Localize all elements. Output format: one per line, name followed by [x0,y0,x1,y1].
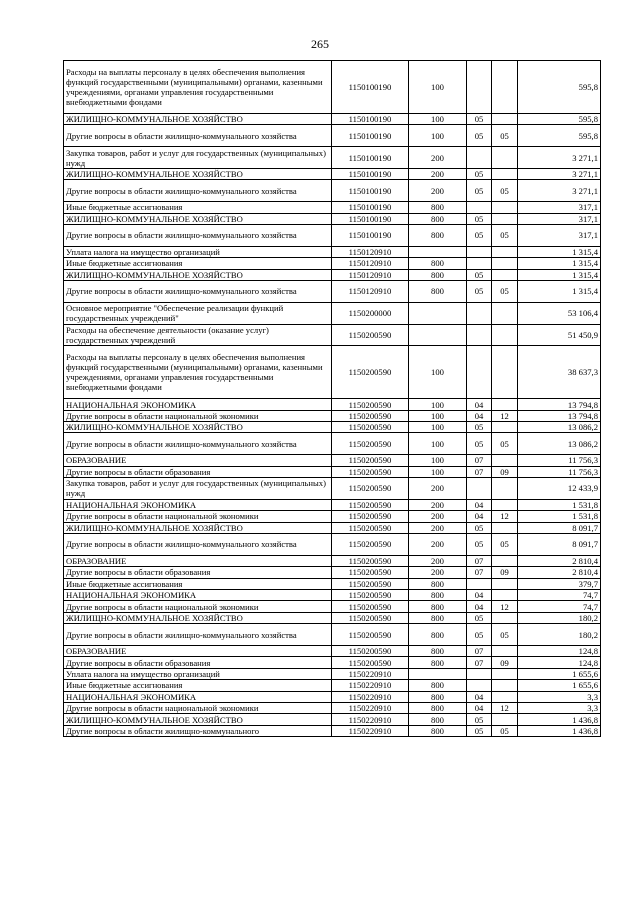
expense-type-cell: 200 [409,499,467,510]
table-row [64,125,601,147]
row-name-cell: Другие вопросы в области жилищно-коммунального хозяйства [64,224,332,246]
row-name-cell: Иные бюджетные ассигнования [64,258,332,269]
amount-cell: 317,1 [518,224,601,246]
amount-cell: 13 086,2 [518,433,601,455]
row-name-cell: Уплата налога на имущество организаций [64,246,332,257]
target-article-cell: 1150120910 [332,280,409,302]
subsection-cell: 12 [492,702,518,713]
row-name-cell: Иные бюджетные ассигнования [64,202,332,213]
row-name-cell: НАЦИОНАЛЬНАЯ ЭКОНОМИКА [64,590,332,601]
amount-cell: 3 271,1 [518,168,601,179]
expense-type-cell: 100 [409,455,467,466]
target-article-cell: 1150220910 [332,702,409,713]
subsection-cell [492,478,518,500]
target-article-cell: 1150200590 [332,567,409,578]
row-name-cell: Другие вопросы в области жилищно-коммунального хозяйства [64,624,332,646]
table-body [64,61,601,737]
section-cell [467,147,492,169]
subsection-cell [492,668,518,679]
subsection-cell [492,147,518,169]
row-name-cell: НАЦИОНАЛЬНАЯ ЭКОНОМИКА [64,499,332,510]
expense-type-cell: 800 [409,612,467,623]
target-article-cell: 1150120910 [332,269,409,280]
expense-type-cell: 200 [409,534,467,556]
table-row [64,691,601,702]
row-name-cell: НАЦИОНАЛЬНАЯ ЭКОНОМИКА [64,691,332,702]
section-cell: 07 [467,645,492,656]
table-row [64,202,601,213]
expense-type-cell: 100 [409,410,467,421]
row-name-cell: Другие вопросы в области национальной экономики [64,410,332,421]
target-article-cell: 1150220910 [332,714,409,725]
amount-cell: 1 436,8 [518,725,601,736]
row-name-cell: Уплата налога на имущество организаций [64,668,332,679]
table-row [64,668,601,679]
target-article-cell: 1150200590 [332,499,409,510]
amount-cell: 595,8 [518,125,601,147]
table-row [64,590,601,601]
expense-type-cell: 800 [409,624,467,646]
amount-cell: 379,7 [518,578,601,589]
table-row [64,399,601,410]
row-name-cell: Расходы на выплаты персоналу в целях обеспечения выполнения функций государственными (муниципальными) органами, казенными учреждениями, органами управления государственными внебюджетными фондами [64,346,332,399]
expense-type-cell [409,668,467,679]
target-article-cell: 1150100190 [332,213,409,224]
subsection-cell: 09 [492,466,518,477]
expense-type-cell: 800 [409,224,467,246]
expense-type-cell: 800 [409,590,467,601]
expense-type-cell: 800 [409,578,467,589]
target-article-cell: 1150100190 [332,125,409,147]
section-cell: 07 [467,657,492,668]
subsection-cell [492,422,518,433]
table-row [64,346,601,399]
table-row [64,466,601,477]
target-article-cell: 1150200590 [332,455,409,466]
target-article-cell: 1150200590 [332,534,409,556]
subsection-cell [492,680,518,691]
target-article-cell: 1150200590 [332,511,409,522]
amount-cell: 74,7 [518,590,601,601]
table-row [64,725,601,736]
expense-type-cell: 100 [409,399,467,410]
amount-cell: 13 794,8 [518,399,601,410]
amount-cell: 2 810,4 [518,567,601,578]
table-row [64,714,601,725]
amount-cell: 317,1 [518,202,601,213]
target-article-cell: 1150220910 [332,691,409,702]
subsection-cell [492,324,518,346]
table-row [64,433,601,455]
subsection-cell [492,114,518,125]
row-name-cell: Другие вопросы в области жилищно-коммунального хозяйства [64,125,332,147]
subsection-cell [492,590,518,601]
target-article-cell: 1150220910 [332,725,409,736]
expense-type-cell: 100 [409,422,467,433]
expense-type-cell: 200 [409,511,467,522]
row-name-cell: Другие вопросы в области жилищно-коммунального хозяйства [64,534,332,556]
row-name-cell: ЖИЛИЩНО-КОММУНАЛЬНОЕ ХОЗЯЙСТВО [64,114,332,125]
table-row [64,410,601,421]
table-row [64,478,601,500]
subsection-cell [492,346,518,399]
target-article-cell: 1150100190 [332,180,409,202]
expense-type-cell: 800 [409,202,467,213]
amount-cell: 3 271,1 [518,147,601,169]
target-article-cell: 1150100190 [332,114,409,125]
subsection-cell [492,645,518,656]
row-name-cell: ЖИЛИЩНО-КОММУНАЛЬНОЕ ХОЗЯЙСТВО [64,269,332,280]
section-cell [467,578,492,589]
expense-type-cell: 100 [409,114,467,125]
target-article-cell: 1150200590 [332,601,409,612]
amount-cell: 1 531,8 [518,499,601,510]
table-row [64,702,601,713]
row-name-cell: Другие вопросы в области образования [64,466,332,477]
section-cell: 05 [467,725,492,736]
table-row [64,534,601,556]
amount-cell: 8 091,7 [518,522,601,533]
subsection-cell: 12 [492,410,518,421]
section-cell: 05 [467,624,492,646]
expense-type-cell: 100 [409,61,467,114]
expense-type-cell: 800 [409,702,467,713]
section-cell [467,302,492,324]
expense-type-cell: 200 [409,555,467,566]
section-cell: 05 [467,534,492,556]
subsection-cell: 12 [492,511,518,522]
expense-type-cell: 800 [409,269,467,280]
expense-type-cell: 800 [409,213,467,224]
section-cell: 04 [467,601,492,612]
target-article-cell: 1150200590 [332,578,409,589]
target-article-cell: 1150200590 [332,433,409,455]
row-name-cell: Другие вопросы в области национальной экономики [64,601,332,612]
section-cell: 05 [467,224,492,246]
amount-cell: 3 271,1 [518,180,601,202]
table-row [64,555,601,566]
row-name-cell: Другие вопросы в области жилищно-коммунального хозяйства [64,280,332,302]
subsection-cell [492,691,518,702]
subsection-cell: 05 [492,180,518,202]
row-name-cell: Расходы на обеспечение деятельности (оказание услуг) государственных учреждений [64,324,332,346]
table-row [64,499,601,510]
target-article-cell: 1150100190 [332,202,409,213]
section-cell: 07 [467,455,492,466]
subsection-cell [492,612,518,623]
amount-cell: 1 315,4 [518,269,601,280]
subsection-cell: 05 [492,624,518,646]
budget-table [63,60,601,737]
row-name-cell: ЖИЛИЩНО-КОММУНАЛЬНОЕ ХОЗЯЙСТВО [64,714,332,725]
row-name-cell: Основное мероприятие "Обеспечение реализации функций государственных учреждений" [64,302,332,324]
subsection-cell: 05 [492,224,518,246]
subsection-cell [492,269,518,280]
expense-type-cell: 800 [409,725,467,736]
subsection-cell [492,455,518,466]
target-article-cell: 1150200590 [332,466,409,477]
table-row [64,522,601,533]
row-name-cell: Другие вопросы в области национальной экономики [64,702,332,713]
subsection-cell [492,499,518,510]
amount-cell: 3,3 [518,691,601,702]
section-cell: 05 [467,422,492,433]
row-name-cell: Другие вопросы в области жилищно-коммунального [64,725,332,736]
amount-cell: 11 756,3 [518,455,601,466]
target-article-cell: 1150100190 [332,168,409,179]
row-name-cell: ОБРАЗОВАНИЕ [64,455,332,466]
table-row [64,578,601,589]
subsection-cell: 09 [492,657,518,668]
section-cell: 05 [467,125,492,147]
section-cell: 04 [467,410,492,421]
amount-cell: 38 637,3 [518,346,601,399]
subsection-cell [492,61,518,114]
row-name-cell: ЖИЛИЩНО-КОММУНАЛЬНОЕ ХОЗЯЙСТВО [64,422,332,433]
section-cell [467,61,492,114]
amount-cell: 1 655,6 [518,680,601,691]
table-row [64,612,601,623]
section-cell: 07 [467,466,492,477]
row-name-cell: Закупка товаров, работ и услуг для государственных (муниципальных) нужд [64,147,332,169]
expense-type-cell: 200 [409,180,467,202]
section-cell: 07 [467,567,492,578]
row-name-cell: Другие вопросы в области жилищно-коммунального хозяйства [64,180,332,202]
expense-type-cell: 800 [409,645,467,656]
amount-cell: 180,2 [518,612,601,623]
expense-type-cell: 100 [409,433,467,455]
row-name-cell: Закупка товаров, работ и услуг для государственных (муниципальных) нужд [64,478,332,500]
subsection-cell: 05 [492,280,518,302]
target-article-cell: 1150200590 [332,522,409,533]
row-name-cell: Другие вопросы в области национальной экономики [64,511,332,522]
section-cell: 05 [467,612,492,623]
table-row [64,455,601,466]
section-cell [467,668,492,679]
expense-type-cell: 800 [409,601,467,612]
amount-cell: 317,1 [518,213,601,224]
section-cell: 05 [467,280,492,302]
amount-cell: 51 450,9 [518,324,601,346]
table-row [64,422,601,433]
row-name-cell: ЖИЛИЩНО-КОММУНАЛЬНОЕ ХОЗЯЙСТВО [64,213,332,224]
amount-cell: 1 315,4 [518,258,601,269]
expense-type-cell [409,246,467,257]
section-cell: 05 [467,522,492,533]
amount-cell: 13 086,2 [518,422,601,433]
subsection-cell [492,399,518,410]
row-name-cell: Иные бюджетные ассигнования [64,680,332,691]
section-cell [467,680,492,691]
table-row [64,224,601,246]
table-row [64,624,601,646]
subsection-cell [492,578,518,589]
section-cell: 05 [467,714,492,725]
target-article-cell: 1150200590 [332,324,409,346]
amount-cell: 3,3 [518,702,601,713]
table-row [64,168,601,179]
table-row [64,61,601,114]
subsection-cell [492,246,518,257]
target-article-cell: 1150220910 [332,680,409,691]
amount-cell: 74,7 [518,601,601,612]
target-article-cell: 1150100190 [332,147,409,169]
table-row [64,511,601,522]
section-cell: 04 [467,702,492,713]
row-name-cell: ЖИЛИЩНО-КОММУНАЛЬНОЕ ХОЗЯЙСТВО [64,168,332,179]
amount-cell: 53 106,4 [518,302,601,324]
table-row [64,324,601,346]
row-name-cell: ЖИЛИЩНО-КОММУНАЛЬНОЕ ХОЗЯЙСТВО [64,612,332,623]
expense-type-cell: 800 [409,680,467,691]
expense-type-cell [409,302,467,324]
amount-cell: 12 433,9 [518,478,601,500]
subsection-cell [492,258,518,269]
amount-cell: 595,8 [518,61,601,114]
row-name-cell: Другие вопросы в области образования [64,657,332,668]
expense-type-cell: 200 [409,147,467,169]
section-cell: 07 [467,555,492,566]
amount-cell: 180,2 [518,624,601,646]
target-article-cell: 1150100190 [332,61,409,114]
target-article-cell: 1150120910 [332,258,409,269]
target-article-cell: 1150200590 [332,657,409,668]
target-article-cell: 1150220910 [332,668,409,679]
expense-type-cell: 200 [409,567,467,578]
subsection-cell: 05 [492,433,518,455]
target-article-cell: 1150200590 [332,478,409,500]
target-article-cell: 1150200000 [332,302,409,324]
target-article-cell: 1150200590 [332,399,409,410]
row-name-cell: Другие вопросы в области жилищно-коммунального хозяйства [64,433,332,455]
amount-cell: 124,8 [518,657,601,668]
table-row [64,258,601,269]
target-article-cell: 1150200590 [332,612,409,623]
subsection-cell [492,213,518,224]
table-row [64,657,601,668]
subsection-cell [492,555,518,566]
expense-type-cell [409,324,467,346]
expense-type-cell: 200 [409,478,467,500]
section-cell: 04 [467,499,492,510]
subsection-cell: 09 [492,567,518,578]
table-row [64,302,601,324]
section-cell [467,324,492,346]
target-article-cell: 1150200590 [332,555,409,566]
expense-type-cell: 800 [409,657,467,668]
section-cell [467,202,492,213]
row-name-cell: ОБРАЗОВАНИЕ [64,645,332,656]
section-cell [467,346,492,399]
section-cell: 04 [467,691,492,702]
section-cell [467,478,492,500]
section-cell: 04 [467,590,492,601]
table-row [64,645,601,656]
target-article-cell: 1150100190 [332,224,409,246]
subsection-cell [492,714,518,725]
section-cell: 05 [467,269,492,280]
section-cell: 05 [467,213,492,224]
target-article-cell: 1150200590 [332,624,409,646]
target-article-cell: 1150200590 [332,422,409,433]
target-article-cell: 1150200590 [332,645,409,656]
section-cell [467,246,492,257]
section-cell: 05 [467,114,492,125]
subsection-cell: 12 [492,601,518,612]
target-article-cell: 1150200590 [332,410,409,421]
expense-type-cell: 800 [409,691,467,702]
table-row [64,601,601,612]
subsection-cell [492,202,518,213]
section-cell: 04 [467,511,492,522]
expense-type-cell: 100 [409,125,467,147]
expense-type-cell: 800 [409,258,467,269]
row-name-cell: Другие вопросы в области образования [64,567,332,578]
section-cell: 05 [467,180,492,202]
amount-cell: 2 810,4 [518,555,601,566]
table-row [64,280,601,302]
row-name-cell: ОБРАЗОВАНИЕ [64,555,332,566]
table-row [64,567,601,578]
section-cell: 04 [467,399,492,410]
target-article-cell: 1150200590 [332,346,409,399]
table-row [64,180,601,202]
subsection-cell [492,302,518,324]
expense-type-cell: 100 [409,466,467,477]
section-cell [467,258,492,269]
target-article-cell: 1150120910 [332,246,409,257]
expense-type-cell: 800 [409,714,467,725]
subsection-cell: 05 [492,725,518,736]
expense-type-cell: 200 [409,168,467,179]
section-cell: 05 [467,433,492,455]
table-row [64,147,601,169]
subsection-cell [492,522,518,533]
amount-cell: 13 794,8 [518,410,601,421]
subsection-cell [492,168,518,179]
expense-type-cell: 200 [409,522,467,533]
subsection-cell: 05 [492,125,518,147]
page-number: 265 [311,37,329,51]
amount-cell: 1 531,8 [518,511,601,522]
target-article-cell: 1150200590 [332,590,409,601]
amount-cell: 1 315,4 [518,246,601,257]
table-row [64,269,601,280]
amount-cell: 1 315,4 [518,280,601,302]
table-row [64,246,601,257]
expense-type-cell: 800 [409,280,467,302]
amount-cell: 1 436,8 [518,714,601,725]
table-row [64,680,601,691]
amount-cell: 11 756,3 [518,466,601,477]
amount-cell: 8 091,7 [518,534,601,556]
expense-type-cell: 100 [409,346,467,399]
row-name-cell: Иные бюджетные ассигнования [64,578,332,589]
row-name-cell: НАЦИОНАЛЬНАЯ ЭКОНОМИКА [64,399,332,410]
row-name-cell: ЖИЛИЩНО-КОММУНАЛЬНОЕ ХОЗЯЙСТВО [64,522,332,533]
table-row [64,213,601,224]
table-row [64,114,601,125]
amount-cell: 1 655,6 [518,668,601,679]
subsection-cell: 05 [492,534,518,556]
amount-cell: 124,8 [518,645,601,656]
amount-cell: 595,8 [518,114,601,125]
row-name-cell: Расходы на выплаты персоналу в целях обеспечения выполнения функций государственными (муниципальными) органами, казенными учреждениями, органами управления государственными внебюджетными фондами [64,61,332,114]
section-cell: 05 [467,168,492,179]
